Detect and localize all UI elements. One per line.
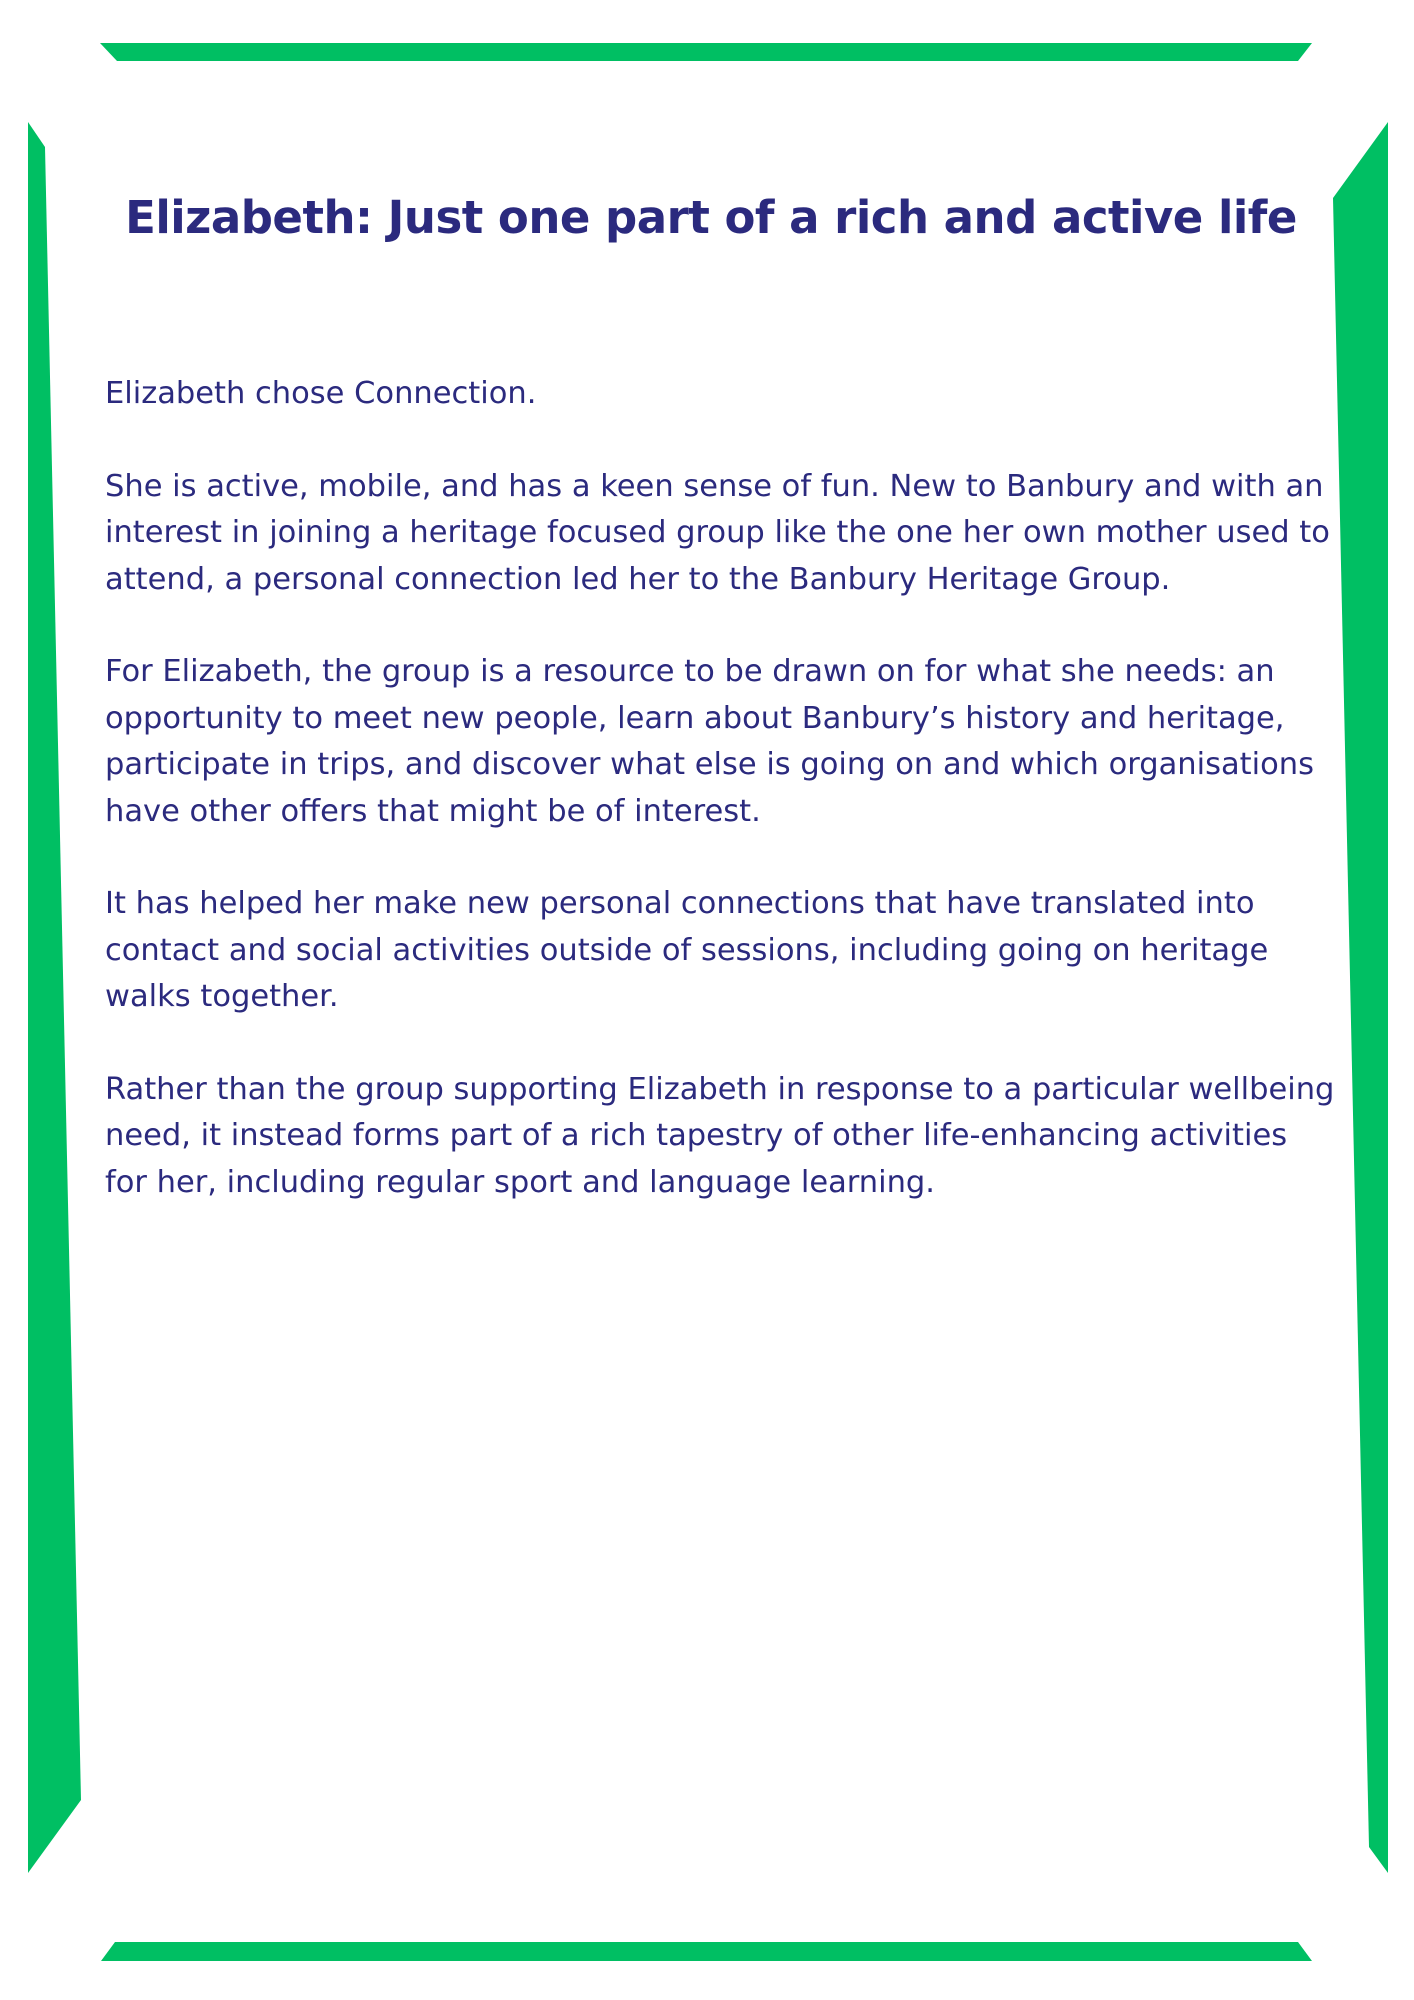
story-body [105,371,1335,1206]
paragraph-background: She is active, mobile, and has a keen sense of fun. New to Banbury and with an interest in joining a heritage focused group like the one her own mother used to attend, a personal connection led her to the Banbury Heritage Group. [105,468,1330,597]
right-green-bar [1333,122,1388,1873]
paragraph-intro: Elizabeth chose Connection. [105,376,537,411]
paragraph-connections: It has helped her make new personal connections that have translated into contact and social activities outside of sessions, including going on heritage walks together. [105,886,1269,1015]
paragraph-group-resource: For Elizabeth, the group is a resource to be drawn on for what she needs: an opportunity to meet new people, learn about Banbury’s history and heritage, participate in trips, and discover what else is going on and which organisations have other offers that might be of interest. [105,654,1314,829]
top-green-stripe [100,43,1312,61]
left-green-bar [28,122,81,1873]
page-title: Elizabeth: Just one part of a rich and active life [125,191,1297,244]
bottom-green-stripe [101,1942,1312,1961]
paragraph-tapestry: Rather than the group supporting Elizabeth in response to a particular wellbeing need, it instead forms part of a rich tapestry of other life-enhancing activities for her, including regular sport and language learning. [105,1072,1335,1200]
